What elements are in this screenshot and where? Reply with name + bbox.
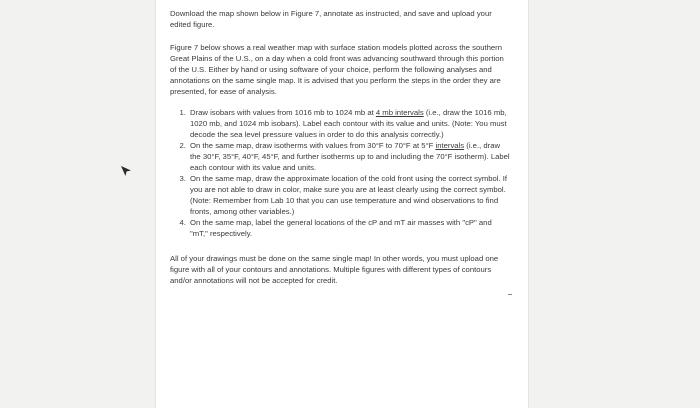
- step-underlined: intervals: [435, 141, 465, 150]
- mouse-cursor-icon: [120, 165, 132, 177]
- step-text: Draw isobars with values from 1016 mb to 1024 mb at: [190, 108, 376, 117]
- step-item: [188, 173, 510, 217]
- assignment-text: [170, 8, 510, 286]
- intro-text: Download the map shown below in Figure 7, annotate as instructed, and save and upload your edited figure.: [170, 9, 492, 29]
- step-item: [188, 107, 510, 140]
- steps-list: [170, 107, 510, 239]
- step-text: (i.e., draw the 1016 mb, 1020 mb, and 1024 mb isobars). Label each contour with its value and units. (Note: You must decode the sea level pressure values in order to do this analysis correctly.): [190, 108, 507, 139]
- step-underlined: 4 mb intervals: [375, 108, 424, 117]
- step-item: [188, 217, 510, 239]
- scroll-marker: [508, 294, 512, 295]
- step-text: On the same map, draw the approximate location of the cold front using the correct symbol. If you are not able to draw in color, make sure you are at least clearly using the correct symbol. (Note: Remember from Lab 10 that you can use temperature and wind observations to find fronts, among other variables.): [190, 174, 508, 216]
- step-text: (i.e., draw the 30°F, 35°F, 40°F, 45°F, and further isotherms up to and including the 70°F isotherm). Label each contour with its value and units.: [190, 141, 510, 172]
- step-item: [188, 140, 510, 173]
- closing-paragraph: All of your drawings must be done on the same single map! In other words, you must upload one figure with all of your contours and annotations. Multiple figures with different types of contours and/or annotations will not be accepted for credit.: [170, 254, 499, 285]
- step-text: On the same map, label the general locations of the cP and mT air masses with "cP" and "mT," respectively.: [190, 218, 492, 238]
- step-text: On the same map, draw isotherms with values from 30°F to 70°F at 5°F: [190, 141, 436, 150]
- description-paragraph: Figure 7 below shows a real weather map with surface station models plotted across the southern Great Plains of the U.S., on a day when a cold front was advancing southward through this portion of the U.S. Either by hand or using software of your choice, perform the following analyses and annotations on the same single map. It is advised that you perform the steps in the order they are presented, for ease of analysis.: [170, 43, 504, 96]
